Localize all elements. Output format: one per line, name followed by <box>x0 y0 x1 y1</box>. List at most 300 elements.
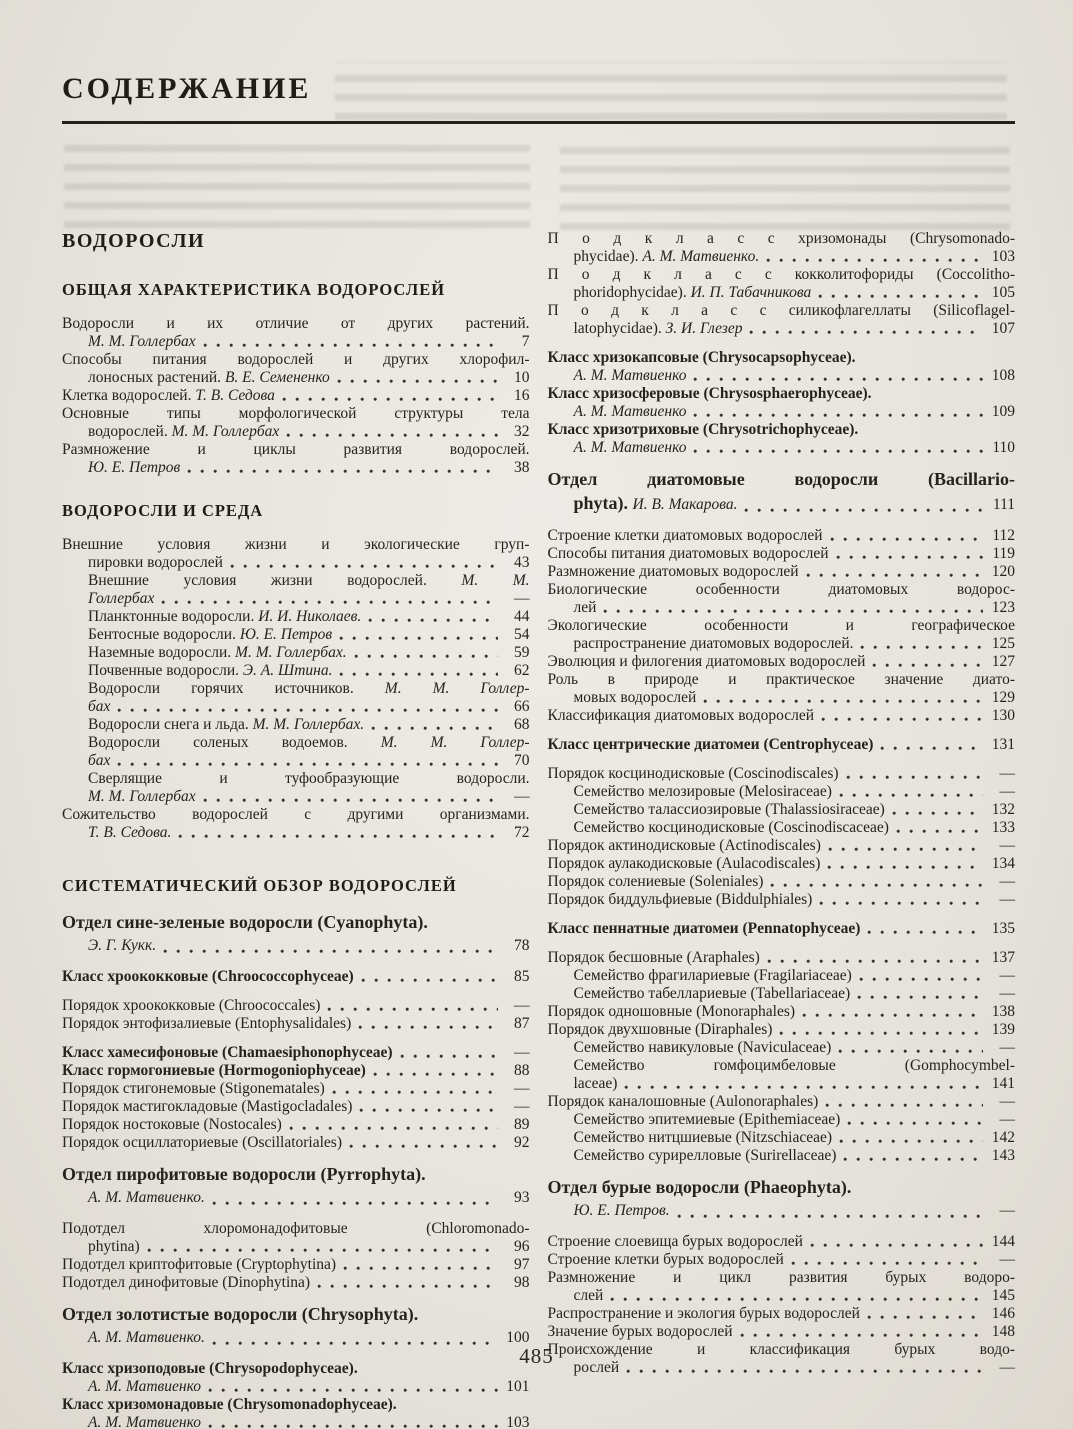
toc-entry <box>62 608 530 626</box>
section-heading: ОБЩАЯ ХАРАКТЕРИСТИКА ВОДОРОСЛЕЙ <box>62 280 446 299</box>
dot-leader <box>839 793 983 798</box>
entry-text: Голлербах <box>88 590 155 607</box>
dot-leader <box>860 645 983 650</box>
dot-leader <box>624 1085 983 1090</box>
entry-text: phycidae). А. М. Матвиенко. <box>573 248 760 265</box>
dot-leader <box>767 959 983 964</box>
toc-line <box>548 837 1016 855</box>
toc-entry <box>548 1093 1016 1111</box>
toc-line <box>548 1021 1016 1039</box>
entry-group <box>548 1176 1016 1222</box>
page-ref: 87 <box>514 1015 530 1032</box>
toc-entry <box>62 387 530 405</box>
toc-entry <box>548 949 1016 967</box>
dot-leader <box>343 1266 497 1271</box>
entry-text: Отдел бурые водоросли (Phaeophyta). <box>547 1177 852 1197</box>
toc-line <box>62 806 530 824</box>
toc-entry <box>62 1256 530 1274</box>
entry-text: Клетка водорослей. Т. В. Седова <box>62 387 275 404</box>
entry-group <box>548 949 1016 1165</box>
dot-leader <box>361 978 498 983</box>
page-ref: 89 <box>514 1116 530 1133</box>
page-ref: 32 <box>514 423 530 440</box>
toc-line <box>62 1256 530 1274</box>
toc-line <box>548 873 1016 891</box>
page-ref: 144 <box>991 1233 1015 1250</box>
toc-entry <box>62 1134 530 1152</box>
page-ref: — <box>999 1202 1015 1219</box>
dot-leader <box>317 1284 497 1289</box>
page-ref: 107 <box>991 320 1015 337</box>
toc-entry <box>548 266 1016 302</box>
toc-line <box>548 1269 1016 1287</box>
page-ref: 123 <box>991 599 1015 616</box>
toc-entry <box>548 349 1016 385</box>
toc-line <box>548 1200 1016 1222</box>
toc-entry <box>62 662 530 680</box>
dot-leader <box>349 1144 498 1149</box>
dot-leader <box>282 397 498 402</box>
toc-entry <box>548 653 1016 671</box>
dot-leader <box>212 1201 498 1206</box>
toc-line <box>548 1287 1016 1305</box>
toc-line <box>62 698 530 716</box>
toc-line <box>548 653 1016 671</box>
toc-line <box>548 248 1016 266</box>
toc-entry <box>548 421 1016 457</box>
toc-entry <box>62 351 530 387</box>
dot-leader <box>358 1025 497 1030</box>
entry-text: П о д к л а с с силикофлагеллаты (Silicoflagel- <box>547 302 1015 319</box>
toc-line <box>548 1111 1016 1129</box>
entry-text: Отдел сине-зеленые водоросли (Cyanophyta). <box>62 912 428 932</box>
dot-leader <box>187 469 497 474</box>
entry-text: Размножение диатомовых водорослей <box>547 563 799 580</box>
toc-line <box>62 1062 530 1080</box>
toc-line <box>548 599 1016 617</box>
toc-line <box>548 1003 1016 1021</box>
dot-leader <box>373 1072 498 1077</box>
dot-leader <box>693 413 983 418</box>
dot-leader <box>819 901 983 906</box>
page-number: 485 <box>519 1344 554 1368</box>
page-ref: 103 <box>506 1414 530 1429</box>
toc-entry <box>548 873 1016 891</box>
entry-text: Отдел пирофитовые водоросли (Pyrrophyta). <box>62 1164 426 1184</box>
dot-leader <box>693 377 983 382</box>
toc-entry <box>548 1305 1016 1323</box>
page-ref: 112 <box>992 527 1015 544</box>
entry-text: Сверлящие и туфообразующие водоросли. <box>88 770 530 787</box>
entry-text: Водоросли соленых водоемов. М. М. Голлер- <box>88 734 530 751</box>
dot-leader <box>830 537 983 542</box>
dot-leader <box>230 564 498 569</box>
page-ref: 85 <box>514 968 530 985</box>
toc-entry <box>62 770 530 806</box>
dot-leader <box>208 1388 498 1393</box>
entry-text: Порядок биддульфиевые (Biddulphiales) <box>547 891 813 908</box>
dot-leader <box>872 663 983 668</box>
entry-text: Семейство талассиозировые (Thalassiosiraceae) <box>573 801 885 818</box>
entry-text: М. М. Голлербах <box>88 788 196 805</box>
dot-leader <box>847 1121 983 1126</box>
toc-line <box>548 385 1016 403</box>
page-ref: 88 <box>514 1062 530 1079</box>
entry-text: Порядок энтофизалиевые (Entophysalidales) <box>62 1015 352 1032</box>
toc-line <box>548 492 1016 516</box>
page-ref: 131 <box>991 736 1015 753</box>
entry-group <box>548 349 1016 457</box>
dot-leader <box>880 746 983 751</box>
entry-text: Ю. Е. Петров <box>88 459 181 476</box>
entry-text: latophycidae). З. И. Глезер <box>573 320 743 337</box>
toc-entry <box>62 1015 530 1033</box>
page-ref: — <box>999 873 1015 890</box>
dot-leader <box>770 883 983 888</box>
entry-text: Основные типы морфологической структуры тела <box>62 405 530 422</box>
page-ref: — <box>514 997 530 1014</box>
entry-text: Размножение и циклы развития водорослей. <box>62 441 530 458</box>
dot-leader <box>286 433 497 438</box>
dot-leader <box>677 1214 983 1219</box>
dot-leader <box>626 1369 983 1374</box>
entry-text: Ю. Е. Петров. <box>573 1202 670 1219</box>
toc-entry <box>548 1147 1016 1165</box>
dot-leader <box>161 600 497 605</box>
toc-entry <box>548 1269 1016 1305</box>
dot-leader <box>740 1333 983 1338</box>
entry-text: Водоросли горячих источников. М. М. Голлер- <box>88 680 530 697</box>
entry-text: Экологические особенности и географическое <box>547 617 1015 634</box>
page-ref: — <box>999 1251 1015 1268</box>
page-ref: 66 <box>514 698 530 715</box>
page-ref: 96 <box>514 1238 530 1255</box>
toc-entry <box>548 855 1016 873</box>
entry-group <box>62 968 530 986</box>
page-ref: — <box>999 765 1015 782</box>
page-ref: 146 <box>991 1305 1015 1322</box>
toc-line <box>548 1176 1016 1200</box>
toc-entry <box>62 572 530 608</box>
entry-text: Отдел золотистые водоросли (Chrysophyta). <box>62 1304 419 1324</box>
entry-text: Порядок бесшовные (Araphales) <box>547 949 760 966</box>
entry-text: А. М. Матвиенко <box>573 367 687 384</box>
dot-leader <box>327 1007 497 1012</box>
toc-entry <box>62 1098 530 1116</box>
dot-leader <box>203 343 498 348</box>
toc-entry <box>62 911 530 957</box>
toc-line <box>62 554 530 572</box>
toc-entry <box>62 806 530 842</box>
page-ref: — <box>514 1080 530 1097</box>
toc-entry <box>548 527 1016 545</box>
toc-line <box>548 284 1016 302</box>
toc-entry <box>62 997 530 1015</box>
entry-group <box>62 1220 530 1292</box>
toc-entry <box>548 1021 1016 1039</box>
entry-group <box>62 1360 530 1429</box>
toc-line <box>548 320 1016 338</box>
dot-leader <box>791 1261 983 1266</box>
entry-text: Подотдел криптофитовые (Cryptophytina) <box>62 1256 337 1273</box>
entry-text: Семейство табеллариевые (Tabellariaceae) <box>573 985 851 1002</box>
toc-entry <box>548 801 1016 819</box>
page-ref: 143 <box>991 1147 1015 1164</box>
entry-text: Порядок аулакодисковые (Aulacodiscales) <box>547 855 821 872</box>
entry-text: Класс пеннатные диатомеи (Pennatophyceae) <box>547 920 861 937</box>
dot-leader <box>818 294 983 299</box>
toc-line <box>62 315 530 333</box>
page-ref: 120 <box>991 563 1015 580</box>
page-ref: 133 <box>991 819 1015 836</box>
toc-line <box>548 671 1016 689</box>
page-ref: 78 <box>514 937 530 954</box>
dot-leader <box>610 1297 983 1302</box>
entry-text: лоносных растений. В. Е. Семененко <box>88 369 330 386</box>
toc-entry <box>62 405 530 441</box>
toc-line <box>548 801 1016 819</box>
toc-entry <box>548 1233 1016 1251</box>
toc-line <box>548 617 1016 635</box>
toc-line <box>548 581 1016 599</box>
entry-text: Семейство гомфоцимбеловые (Gomphocymbel- <box>573 1057 1015 1074</box>
toc-entry <box>62 734 530 770</box>
page-ref: 38 <box>514 459 530 476</box>
dot-leader <box>810 1243 983 1248</box>
toc-line <box>548 1323 1016 1341</box>
entry-text: А. М. Матвиенко. <box>88 1189 205 1206</box>
toc-entry <box>62 716 530 734</box>
toc-entry <box>548 985 1016 1003</box>
dot-leader <box>354 654 498 659</box>
dot-leader <box>339 636 497 641</box>
toc-entry <box>548 1129 1016 1147</box>
dot-leader <box>828 847 983 852</box>
toc-line <box>548 920 1016 938</box>
entry-group <box>548 736 1016 754</box>
toc-entry <box>62 1044 530 1062</box>
dot-leader <box>117 708 497 713</box>
page-ref: 93 <box>514 1189 530 1206</box>
section-heading: ВОДОРОСЛИ <box>62 230 206 252</box>
page-ref: 129 <box>991 689 1015 706</box>
dot-leader <box>744 508 983 513</box>
entry-text: А. М. Матвиенко. <box>88 1329 205 1346</box>
page-ref: 130 <box>991 707 1015 724</box>
entry-text: Внешние условия жизни и экологические груп- <box>62 536 530 553</box>
entry-text: Строение клетки диатомовых водорослей <box>547 527 823 544</box>
toc-line <box>548 1129 1016 1147</box>
toc-line <box>62 935 530 957</box>
entry-text: Значение бурых водорослей <box>547 1323 733 1340</box>
toc-line <box>62 1220 530 1238</box>
page-ref: 141 <box>991 1075 1015 1092</box>
toc-line <box>62 824 530 842</box>
entry-text: Порядок осциллаториевые (Oscillatoriales) <box>62 1134 342 1151</box>
toc-line <box>62 680 530 698</box>
page-ref: — <box>999 837 1015 854</box>
entry-group <box>548 527 1016 725</box>
toc-line <box>62 1044 530 1062</box>
page-ref: 119 <box>992 545 1015 562</box>
toc-line <box>62 608 530 626</box>
dot-leader <box>859 977 983 982</box>
toc-entry <box>62 1080 530 1098</box>
entry-text: Размножение и цикл развития бурых водоро- <box>547 1269 1015 1286</box>
dot-leader <box>846 775 983 780</box>
entry-text: Класс хризомонадовые (Chrysomonadophyceae). <box>62 1396 397 1413</box>
page-ref: 98 <box>514 1274 530 1291</box>
toc-line <box>548 1039 1016 1057</box>
toc-entry <box>62 968 530 986</box>
page-ref: 138 <box>991 1003 1015 1020</box>
page-ref: 145 <box>991 1287 1015 1304</box>
entry-group <box>548 468 1016 516</box>
toc-line <box>62 626 530 644</box>
page-ref: 59 <box>514 644 530 661</box>
toc-entry <box>548 1111 1016 1129</box>
toc-line <box>62 1134 530 1152</box>
toc-line <box>62 441 530 459</box>
entry-text: П о д к л а с с кокколитофориды (Coccolitho- <box>547 266 1015 283</box>
toc-line <box>548 367 1016 385</box>
dot-leader <box>827 865 983 870</box>
page-ref: 62 <box>514 662 530 679</box>
entry-text: бах <box>88 698 111 715</box>
entry-text: laceae) <box>573 1075 618 1092</box>
entry-text: А. М. Матвиенко <box>88 1414 201 1429</box>
page-ref: 72 <box>514 824 530 841</box>
toc-entry <box>62 536 530 572</box>
entry-group <box>62 1303 530 1349</box>
toc-entry <box>62 1303 530 1349</box>
entry-text: Порядок ностоковые (Nostocales) <box>62 1116 282 1133</box>
toc-entry <box>62 1396 530 1429</box>
entry-text: Порядок одношовные (Monoraphales) <box>547 1003 796 1020</box>
entry-group <box>62 1044 530 1152</box>
toc-line <box>548 545 1016 563</box>
toc-line <box>62 1396 530 1414</box>
entry-text: Класс хризосферовые (Chrysosphaerophyceae). <box>547 385 872 402</box>
toc-line <box>62 968 530 986</box>
entry-text: П о д к л а с с хризомонады (Chrysomonado- <box>547 230 1015 247</box>
entry-text: Класс гормогониевые (Hormogoniophyceae) <box>62 1062 366 1079</box>
entry-text: Семейство нитцшиевые (Nitzschiaceae) <box>573 1129 833 1146</box>
page-ref: 70 <box>514 752 530 769</box>
entry-text: А. М. Матвиенко <box>573 439 687 456</box>
toc-line <box>62 387 530 405</box>
dot-leader <box>337 379 498 384</box>
toc-line <box>548 1233 1016 1251</box>
toc-entry <box>548 468 1016 516</box>
entry-text: Происхождение и классификация бурых водо- <box>547 1341 1015 1358</box>
toc-line <box>548 349 1016 367</box>
page-ref: — <box>999 1111 1015 1128</box>
toc-line <box>548 1251 1016 1269</box>
entry-group <box>548 230 1016 338</box>
entry-text: Порядок косцинодисковые (Coscinodiscales) <box>547 765 839 782</box>
toc-entry <box>62 315 530 351</box>
entry-text: Класс хризоподовые (Chrysopodophyceae). <box>62 1360 358 1377</box>
page-ref: — <box>514 1044 530 1061</box>
entry-text: мовых водорослей <box>573 689 697 706</box>
page-ref: 148 <box>991 1323 1015 1340</box>
toc-line <box>548 302 1016 320</box>
dot-leader <box>843 1157 983 1162</box>
dot-leader <box>117 762 497 767</box>
entry-text: Семейство фрагилариевые (Fragilariaceae) <box>573 967 852 984</box>
toc-entry <box>548 563 1016 581</box>
page-ref: 100 <box>506 1329 530 1346</box>
toc-line <box>548 819 1016 837</box>
toc-entry <box>548 967 1016 985</box>
entry-text: Порядок хроококковые (Chroococcales) <box>62 997 321 1014</box>
toc-line <box>62 734 530 752</box>
page-ref: 139 <box>991 1021 1015 1038</box>
dot-leader <box>603 609 983 614</box>
page-ref: 92 <box>514 1134 530 1151</box>
page-ref: 10 <box>514 369 530 386</box>
toc-entry <box>548 1057 1016 1093</box>
dot-leader <box>693 449 983 454</box>
toc-line <box>62 770 530 788</box>
entry-text: Подотдел динофитовые (Dinophytina) <box>62 1274 311 1291</box>
toc-entry <box>548 765 1016 783</box>
page-ref: 43 <box>514 554 530 571</box>
toc-line <box>62 369 530 387</box>
page-ref: — <box>999 891 1015 908</box>
dot-leader <box>857 995 983 1000</box>
toc-line <box>548 891 1016 909</box>
entry-text: Внешние условия жизни водорослей. М. М. <box>88 572 530 589</box>
dot-leader <box>400 1054 498 1059</box>
toc-entry <box>548 385 1016 421</box>
toc-entry <box>548 1176 1016 1222</box>
page-ref: — <box>514 590 530 607</box>
page-ref: 103 <box>991 248 1015 265</box>
entry-text: лей <box>573 599 597 616</box>
entry-text: водорослей. М. М. Голлербах <box>88 423 280 440</box>
toc-line <box>62 716 530 734</box>
entry-text: А. М. Матвиенко <box>573 403 687 420</box>
toc-line <box>548 949 1016 967</box>
dot-leader <box>806 573 983 578</box>
toc-line <box>62 1414 530 1429</box>
toc-entry <box>62 1163 530 1209</box>
toc-entry <box>548 617 1016 653</box>
entry-text: Порядок двухшовные (Diraphales) <box>547 1021 773 1038</box>
page-ref: 111 <box>992 496 1015 513</box>
entry-group <box>548 765 1016 909</box>
dot-leader <box>359 1108 497 1113</box>
toc-line <box>62 405 530 423</box>
dot-leader <box>749 330 983 335</box>
toc-entry <box>548 783 1016 801</box>
dot-leader <box>766 258 983 263</box>
entry-text: Отдел диатомовые водоросли (Bacillario- <box>547 469 1015 489</box>
entry-text: Подотдел хлоромонадофитовые (Chloromonado- <box>62 1220 530 1237</box>
dot-leader <box>368 618 497 623</box>
page-ref: 137 <box>991 949 1015 966</box>
toc-line <box>548 783 1016 801</box>
entry-text: Распространение и экология бурых водорослей <box>547 1305 860 1322</box>
toc-line <box>548 736 1016 754</box>
toc-entry <box>548 920 1016 938</box>
toc-line <box>62 788 530 806</box>
entry-text: Порядок стигонемовые (Stigonematales) <box>62 1080 325 1097</box>
entry-group <box>62 536 530 842</box>
page-ref: 16 <box>514 387 530 404</box>
